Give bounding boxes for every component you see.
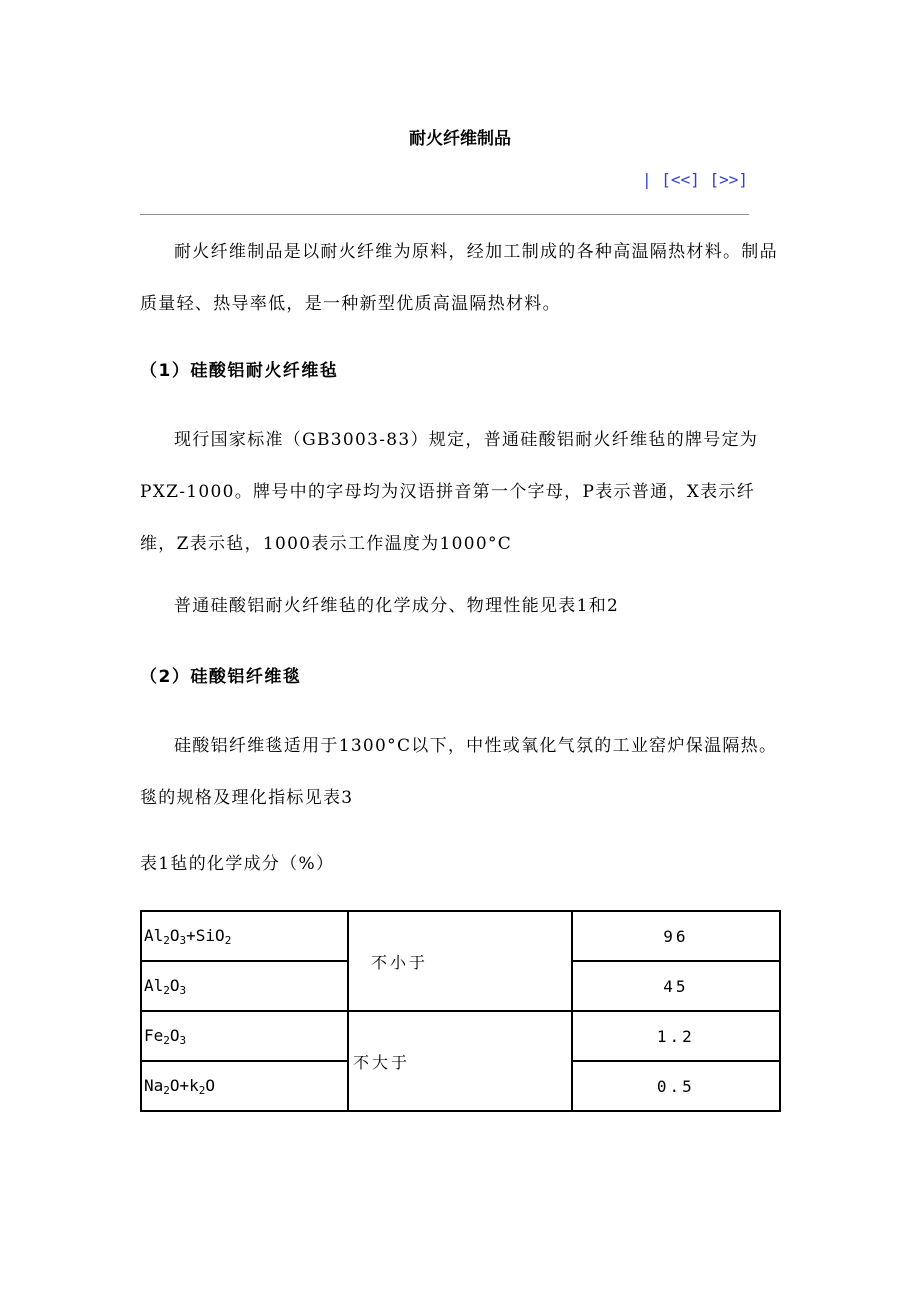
section1-heading: （1）硅酸铝耐火纤维毡 — [140, 361, 339, 381]
component-cell — [141, 1011, 348, 1061]
section1-paragraph-2: 普通硅酸铝耐火纤维毡的化学成分、物理性能见表1和2 — [174, 596, 620, 616]
formula-text: Na — [144, 1075, 164, 1095]
condition-cell: 不大于 — [348, 1011, 572, 1111]
section2-heading: （2）硅酸铝纤维毯 — [140, 667, 302, 687]
page-nav — [642, 168, 748, 192]
prev-page-link[interactable]: [<<] — [661, 170, 700, 189]
title-divider — [140, 214, 749, 215]
formula-subscript: 2 — [163, 1083, 170, 1097]
formula-text: O — [169, 1025, 180, 1045]
formula-text: +SiO — [186, 925, 225, 945]
intro-paragraph: 耐火纤维制品是以耐火纤维为原料，经加工制成的各种高温隔热材料。制品质量轻、热导率低，是一种新型优质高温隔热材料。 — [140, 242, 778, 314]
formula-subscript: 2 — [163, 1033, 170, 1047]
table1-caption: 表1毡的化学成分（%） — [140, 854, 335, 874]
component-cell — [141, 961, 348, 1011]
formula-subscript: 2 — [224, 933, 232, 947]
formula-text: Al — [144, 975, 164, 995]
page-title: 耐火纤维制品 — [409, 129, 511, 149]
formula-text: Fe — [144, 1025, 164, 1045]
section1-paragraph-1: 现行国家标准（GB3003-83）规定，普通硅酸铝耐火纤维毡的牌号定为PXZ-1000。牌号中的字母均为汉语拼音第一个字母，P表示普通，X表示纤维，Z表示毡，1000表示工作温度为1000°C — [140, 430, 759, 554]
value-cell: 45 — [572, 961, 780, 1011]
formula-subscript: 3 — [179, 933, 187, 947]
component-cell — [141, 1061, 348, 1111]
formula-text: O+k — [169, 1075, 199, 1095]
next-page-link[interactable]: [>>] — [709, 170, 748, 189]
formula-subscript: 2 — [163, 933, 170, 947]
value-cell: 0.5 — [572, 1061, 780, 1111]
formula-subscript: 3 — [179, 983, 187, 997]
value-cell: 96 — [572, 911, 780, 961]
table-row — [141, 1011, 780, 1061]
chemical-composition-table — [140, 910, 781, 1112]
condition-cell: 不小于 — [348, 911, 572, 1011]
value-cell: 1.2 — [572, 1011, 780, 1061]
component-cell — [141, 911, 348, 961]
formula-subscript: 2 — [198, 1083, 206, 1097]
formula-subscript: 2 — [163, 983, 170, 997]
formula-text: Al — [144, 925, 164, 945]
formula-text: O — [169, 925, 180, 945]
section2-paragraph-1: 硅酸铝纤维毯适用于1300°C以下，中性或氧化气氛的工业窑炉保温隔热。毯的规格及理化指标见表3 — [140, 736, 778, 808]
table-row — [141, 911, 780, 961]
formula-text: O — [205, 1075, 216, 1095]
formula-text: O — [169, 975, 180, 995]
formula-subscript: 3 — [179, 1033, 187, 1047]
nav-separator: | — [642, 170, 652, 189]
